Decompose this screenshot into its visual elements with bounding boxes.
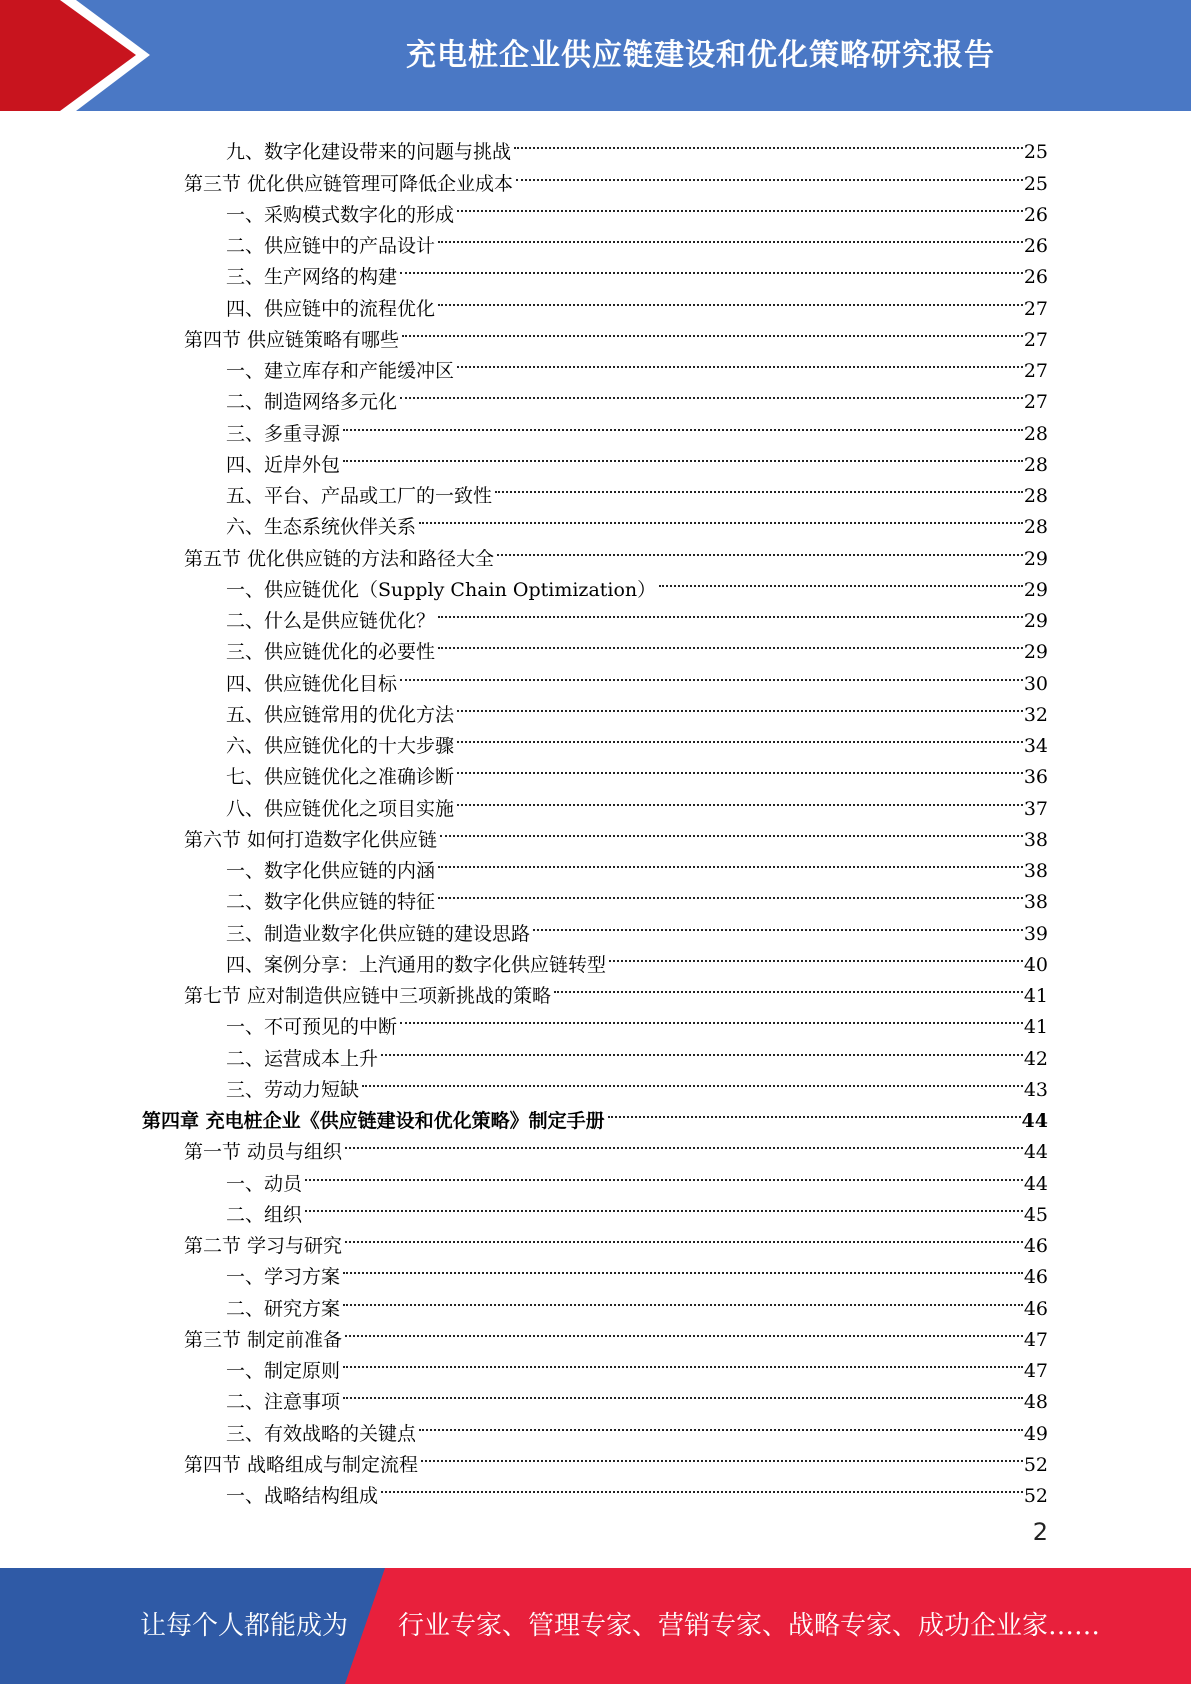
- toc-entry[interactable]: [0, 1065, 1191, 1101]
- toc-entry-page: 27: [1023, 297, 1048, 320]
- toc-dot-leader: [305, 1190, 1023, 1221]
- toc-entry-title: 一、战略结构组成: [226, 1485, 379, 1507]
- toc-entry[interactable]: [0, 1315, 1191, 1351]
- toc-entry[interactable]: [0, 565, 1191, 601]
- toc-entry-title: 一、采购模式数字化的形成: [226, 203, 455, 226]
- toc-entry-title: 五、平台、产品或工厂的一致性: [226, 485, 493, 507]
- toc-entry-title: 二、注意事项: [226, 1391, 341, 1414]
- toc-entry[interactable]: [0, 1158, 1191, 1195]
- toc-entry[interactable]: [0, 1002, 1191, 1039]
- toc-entry-page: 47: [1023, 1328, 1048, 1351]
- header-arrow-decoration: [0, 0, 150, 111]
- toc-dot-leader: [438, 877, 1023, 908]
- toc-entry[interactable]: [0, 908, 1191, 945]
- toc-entry[interactable]: [0, 440, 1191, 476]
- toc-entry-title: 一、不可预见的中断: [226, 1016, 398, 1039]
- toc-entry[interactable]: [0, 283, 1191, 320]
- toc-dot-leader: [438, 596, 1023, 627]
- toc-entry-title: 八、供应链优化之项目实施: [226, 797, 455, 820]
- toc-entry-title: 三、有效战略的关键点: [226, 1422, 417, 1445]
- toc-entry-title: 第七节 应对制造供应链中三项新挑战的策略: [184, 985, 552, 1007]
- toc-entry-page: 34: [1023, 735, 1048, 757]
- toc-entry-page: 42: [1023, 1047, 1048, 1070]
- toc-dot-leader: [381, 1471, 1023, 1502]
- toc-dot-leader: [438, 283, 1023, 314]
- toc-entry-title: 六、生态系统伙伴关系: [226, 516, 417, 539]
- toc-entry[interactable]: [0, 221, 1191, 257]
- toc-entry-title: 第四节 战略组成与制定流程: [184, 1453, 419, 1476]
- toc-entry[interactable]: [0, 158, 1191, 195]
- toc-entry[interactable]: [0, 846, 1191, 882]
- toc-entry-title: 三、劳动力短缺: [226, 1078, 360, 1101]
- toc-entry-page: 25: [1023, 141, 1048, 164]
- toc-dot-leader: [457, 721, 1023, 752]
- toc-dot-leader: [438, 221, 1023, 252]
- toc-entry[interactable]: [0, 1346, 1191, 1382]
- toc-dot-leader: [343, 408, 1023, 439]
- toc-dot-leader: [343, 440, 1023, 471]
- toc-entry-page: 49: [1023, 1422, 1048, 1445]
- toc-dot-leader: [516, 158, 1023, 189]
- toc-entry[interactable]: [0, 971, 1191, 1007]
- toc-entry-page: 29: [1023, 578, 1048, 601]
- toc-entry-page: 27: [1023, 391, 1048, 414]
- toc-entry-title: 一、动员: [226, 1172, 303, 1195]
- toc-dot-leader: [400, 252, 1023, 283]
- toc-dot-leader: [345, 1127, 1023, 1158]
- toc-entry-page: 41: [1023, 1016, 1048, 1039]
- toc-entry-page: 43: [1023, 1078, 1048, 1101]
- toc-entry-title: 二、运营成本上升: [226, 1047, 379, 1070]
- toc-entry-page: 25: [1023, 172, 1048, 195]
- toc-entry[interactable]: [0, 315, 1191, 351]
- toc-entry-title: 二、供应链中的产品设计: [226, 235, 436, 257]
- toc-entry-page: 28: [1023, 422, 1048, 445]
- toc-entry-page: 41: [1023, 985, 1048, 1007]
- toc-entry-title: 五、供应链常用的优化方法: [226, 703, 455, 726]
- toc-dot-leader: [438, 627, 1023, 658]
- toc-dot-leader: [343, 1283, 1023, 1314]
- toc-dot-leader: [400, 1002, 1023, 1033]
- toc-entry[interactable]: [0, 752, 1191, 789]
- toc-entry-title: 四、近岸外包: [226, 453, 341, 476]
- toc-dot-leader: [419, 1408, 1023, 1439]
- toc-entry[interactable]: [0, 1377, 1191, 1414]
- toc-dot-leader: [400, 658, 1023, 689]
- toc-entry-title: 二、什么是供应链优化？: [226, 610, 436, 632]
- toc-entry-title: 四、供应链中的流程优化: [226, 297, 436, 320]
- toc-dot-leader: [514, 127, 1023, 158]
- toc-entry-title: 四、供应链优化目标: [226, 672, 398, 695]
- toc-dot-leader: [305, 1158, 1023, 1189]
- toc-entry-page: 38: [1023, 828, 1048, 851]
- toc-entry-page: 30: [1023, 672, 1048, 695]
- toc-dot-leader: [457, 346, 1023, 377]
- toc-entry[interactable]: [0, 1096, 1191, 1132]
- toc-entry-title: 四、案例分享：上汽通用的数字化供应链转型: [226, 953, 607, 976]
- toc-dot-leader: [659, 565, 1023, 596]
- toc-entry-title: 一、学习方案: [226, 1266, 341, 1289]
- toc-entry-page: 29: [1023, 610, 1048, 632]
- toc-dot-leader: [345, 1221, 1023, 1252]
- toc-dot-leader: [608, 1096, 1021, 1127]
- toc-entry[interactable]: [0, 658, 1191, 695]
- toc-entry-page: 44: [1021, 1110, 1048, 1132]
- toc-entry[interactable]: [0, 1221, 1191, 1257]
- toc-entry-title: 一、建立库存和产能缓冲区: [226, 360, 455, 382]
- toc-dot-leader: [419, 502, 1023, 533]
- toc-entry-page: 48: [1023, 1391, 1048, 1414]
- toc-entry[interactable]: [0, 627, 1191, 664]
- toc-entry[interactable]: [0, 127, 1191, 164]
- toc-entry[interactable]: [0, 1440, 1191, 1476]
- toc-entry[interactable]: [0, 502, 1191, 539]
- toc-entry-page: 29: [1023, 641, 1048, 664]
- toc-entry[interactable]: [0, 1252, 1191, 1289]
- toc-entry[interactable]: [0, 721, 1191, 757]
- toc-entry-title: 一、制定原则: [226, 1360, 341, 1382]
- toc-entry-page: 46: [1023, 1266, 1048, 1289]
- toc-dot-leader: [457, 752, 1023, 783]
- toc-entry-page: 28: [1023, 516, 1048, 539]
- toc-entry-title: 第三节 优化供应链管理可降低企业成本: [184, 172, 514, 195]
- toc-dot-leader: [609, 940, 1023, 971]
- toc-entry[interactable]: [0, 190, 1191, 226]
- toc-entry-page: 47: [1023, 1360, 1048, 1382]
- toc-dot-leader: [457, 783, 1023, 814]
- toc-entry-title: 二、研究方案: [226, 1297, 341, 1320]
- toc-dot-leader: [497, 533, 1023, 564]
- toc-dot-leader: [345, 1315, 1023, 1346]
- toc-entry-title: 九、数字化建设带来的问题与挑战: [226, 141, 512, 164]
- toc-entry-title: 第二节 学习与研究: [184, 1235, 343, 1257]
- toc-entry-page: 26: [1023, 235, 1048, 257]
- toc-entry-title: 二、数字化供应链的特征: [226, 891, 436, 914]
- toc-entry-page: 52: [1023, 1453, 1048, 1476]
- toc-entry[interactable]: [0, 471, 1191, 507]
- toc-entry[interactable]: [0, 877, 1191, 914]
- toc-entry-title: 七、供应链优化之准确诊断: [226, 766, 455, 789]
- toc-entry-page: 29: [1023, 547, 1048, 570]
- toc-dot-leader: [533, 908, 1023, 939]
- toc-entry[interactable]: [0, 940, 1191, 976]
- toc-entry-title: 三、制造业数字化供应链的建设思路: [226, 922, 531, 945]
- toc-dot-leader: [402, 315, 1023, 346]
- toc-entry-page: 39: [1023, 922, 1048, 945]
- toc-entry[interactable]: [0, 815, 1191, 851]
- toc-entry[interactable]: [0, 1190, 1191, 1226]
- toc-dot-leader: [440, 815, 1023, 846]
- toc-entry-page: 44: [1023, 1141, 1048, 1164]
- toc-dot-leader: [381, 1033, 1023, 1064]
- toc-entry-title: 三、生产网络的构建: [226, 266, 398, 289]
- toc-dot-leader: [421, 1440, 1023, 1471]
- toc-entry[interactable]: [0, 1127, 1191, 1164]
- toc-entry-page: 46: [1023, 1297, 1048, 1320]
- toc-dot-leader: [343, 1377, 1023, 1408]
- toc-entry-page: 44: [1023, 1172, 1048, 1195]
- page-header: [0, 0, 1191, 111]
- toc-entry-title: 第三节 制定前准备: [184, 1328, 343, 1351]
- toc-entry-page: 26: [1023, 203, 1048, 226]
- toc-entry-page: 37: [1023, 797, 1048, 820]
- toc-entry-page: 36: [1023, 766, 1048, 789]
- toc-entry[interactable]: [0, 346, 1191, 382]
- toc-entry-title: 第一节 动员与组织: [184, 1141, 343, 1164]
- toc-entry-title: 一、供应链优化（Supply Chain Optimization）: [226, 578, 657, 601]
- toc-entry-page: 40: [1023, 953, 1048, 976]
- toc-dot-leader: [343, 1252, 1023, 1283]
- toc-entry-page: 27: [1023, 360, 1048, 382]
- toc-entry[interactable]: [0, 596, 1191, 632]
- toc-entry[interactable]: [0, 1283, 1191, 1320]
- toc-dot-leader: [554, 971, 1023, 1002]
- toc-entry[interactable]: [0, 408, 1191, 445]
- toc-entry-title: 三、多重寻源: [226, 422, 341, 445]
- toc-entry-page: 32: [1023, 703, 1048, 726]
- toc-dot-leader: [438, 846, 1023, 877]
- toc-entry-page: 27: [1023, 328, 1048, 351]
- toc-entry-title: 第六节 如何打造数字化供应链: [184, 828, 438, 851]
- toc-entry-page: 38: [1023, 891, 1048, 914]
- toc-dot-leader: [400, 377, 1023, 408]
- toc-entry-page: 45: [1023, 1203, 1048, 1226]
- toc-dot-leader: [495, 471, 1023, 502]
- toc-entry-title: 二、制造网络多元化: [226, 391, 398, 414]
- toc-entry-title: 一、数字化供应链的内涵: [226, 860, 436, 882]
- toc-dot-leader: [362, 1065, 1023, 1096]
- toc-entry-page: 28: [1023, 485, 1048, 507]
- table-of-contents: [0, 127, 1191, 1507]
- toc-entry[interactable]: [0, 377, 1191, 414]
- toc-entry[interactable]: [0, 783, 1191, 820]
- toc-entry-title: 二、组织: [226, 1203, 303, 1226]
- toc-entry[interactable]: [0, 252, 1191, 289]
- footer-slogan-left: 让每个人都能成为: [140, 1611, 349, 1641]
- toc-entry-page: 52: [1023, 1485, 1048, 1507]
- footer-slogan-right: 行业专家、管理专家、营销专家、战略专家、成功企业家……: [398, 1611, 1101, 1641]
- toc-dot-leader: [457, 190, 1023, 221]
- page-footer: [0, 1568, 1191, 1684]
- toc-entry[interactable]: [0, 1033, 1191, 1070]
- document-title: 充电桩企业供应链建设和优化策略研究报告: [406, 38, 995, 73]
- toc-entry-title: 第四节 供应链策略有哪些: [184, 328, 400, 351]
- toc-entry[interactable]: [0, 690, 1191, 726]
- toc-entry-page: 46: [1023, 1235, 1048, 1257]
- toc-entry-title: 六、供应链优化的十大步骤: [226, 735, 455, 757]
- toc-entry-title: 第五节 优化供应链的方法和路径大全: [184, 547, 495, 570]
- toc-dot-leader: [457, 690, 1023, 721]
- toc-entry-page: 26: [1023, 266, 1048, 289]
- toc-entry[interactable]: [0, 1408, 1191, 1445]
- toc-entry-title: 第四章 充电桩企业《供应链建设和优化策略》制定手册: [142, 1110, 605, 1132]
- page-number: 2: [1032, 1518, 1048, 1546]
- toc-entry-page: 38: [1023, 860, 1048, 882]
- toc-entry-page: 28: [1023, 453, 1048, 476]
- toc-dot-leader: [343, 1346, 1023, 1377]
- toc-entry[interactable]: [0, 533, 1191, 570]
- toc-entry[interactable]: [0, 1471, 1191, 1507]
- toc-entry-title: 三、供应链优化的必要性: [226, 641, 436, 664]
